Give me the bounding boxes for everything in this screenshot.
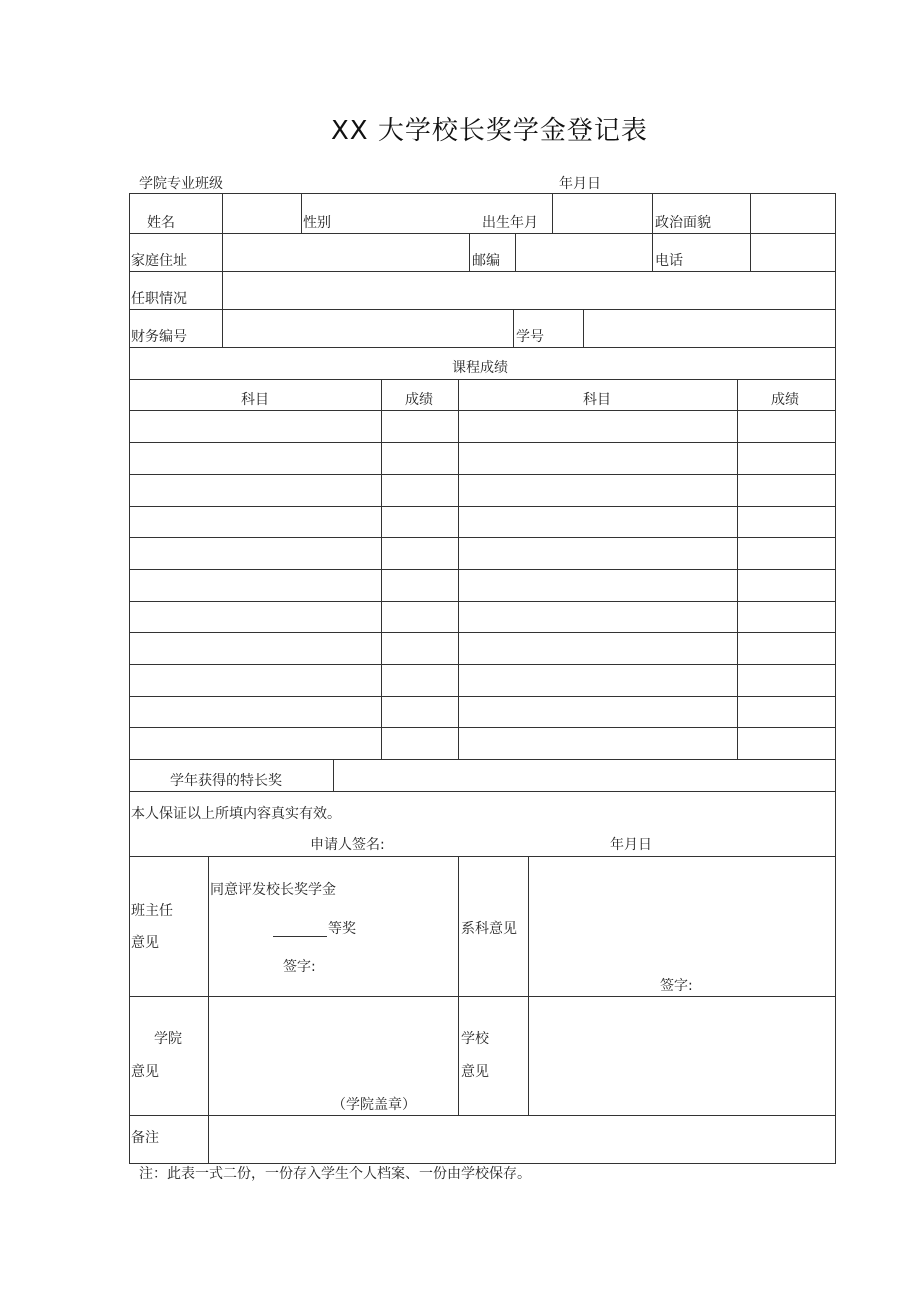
score-cell[interactable]	[382, 697, 457, 726]
score-cell[interactable]	[382, 475, 457, 505]
score-cell[interactable]	[738, 411, 834, 441]
subject-cell[interactable]	[130, 665, 380, 695]
score-cell[interactable]	[738, 697, 834, 726]
subject-cell[interactable]	[459, 602, 736, 631]
advisor-label: 班主任	[131, 903, 173, 919]
subject-cell[interactable]	[130, 411, 380, 441]
subject-cell[interactable]	[459, 411, 736, 441]
position-label: 任职情况	[131, 291, 187, 307]
subject-cell[interactable]	[459, 443, 736, 473]
score-cell[interactable]	[738, 538, 834, 568]
finance-no-label: 财务编号	[131, 329, 187, 345]
score-cell[interactable]	[382, 602, 457, 631]
department-opinion-label: 系科意见	[461, 921, 517, 937]
student-no-field[interactable]	[584, 310, 834, 346]
college-stamp-label: （学院盖章）	[332, 1097, 416, 1113]
remarks-label: 备注	[131, 1130, 159, 1146]
score-cell[interactable]	[382, 570, 457, 600]
subject-cell[interactable]	[459, 728, 736, 758]
birth-label: 出生年月	[482, 215, 538, 231]
score-cell[interactable]	[382, 728, 457, 758]
subject-column-header: 科目	[241, 392, 269, 408]
score-column-header: 成绩	[771, 392, 799, 408]
address-label: 家庭住址	[131, 253, 187, 269]
score-cell[interactable]	[382, 665, 457, 695]
declaration-date-label: 年月日	[610, 837, 652, 853]
advisor-agree-text: 同意评发校长奖学金	[210, 882, 336, 898]
political-label: 政治面貌	[655, 215, 711, 231]
phone-label: 电话	[655, 253, 683, 269]
position-field[interactable]	[223, 272, 834, 308]
subject-cell[interactable]	[459, 475, 736, 505]
award-level-suffix: 等奖	[328, 921, 356, 937]
subject-cell[interactable]	[459, 538, 736, 568]
score-cell[interactable]	[738, 443, 834, 473]
birth-field[interactable]	[553, 194, 651, 232]
school-opinion-label-line2: 意见	[461, 1064, 489, 1080]
award-field[interactable]	[334, 760, 834, 790]
school-opinion-label: 学校	[461, 1031, 489, 1047]
finance-no-field[interactable]	[223, 310, 512, 346]
name-field[interactable]	[223, 194, 300, 232]
page-title: XX 大学校长奖学金登记表	[331, 116, 648, 146]
score-cell[interactable]	[382, 633, 457, 663]
advisor-label-line2: 意见	[131, 935, 159, 951]
score-cell[interactable]	[738, 475, 834, 505]
score-cell[interactable]	[738, 602, 834, 631]
score-cell[interactable]	[382, 507, 457, 536]
score-cell[interactable]	[382, 411, 457, 441]
name-label: 姓名	[147, 215, 175, 231]
subject-cell[interactable]	[130, 507, 380, 536]
postcode-label: 邮编	[472, 253, 500, 269]
advisor-sign-label: 签字:	[283, 959, 316, 975]
subject-column-header: 科目	[583, 392, 611, 408]
phone-field[interactable]	[751, 234, 834, 270]
footnote-text: 注：此表一式二份，一份存入学生个人档案、一份由学校保存。	[139, 1166, 531, 1182]
address-field[interactable]	[223, 234, 468, 270]
score-cell[interactable]	[738, 665, 834, 695]
department-opinion-field[interactable]	[529, 857, 834, 995]
declaration-text: 本人保证以上所填内容真实有效。	[131, 806, 341, 822]
college-major-class-label: 学院专业班级	[139, 176, 223, 192]
subject-cell[interactable]	[130, 570, 380, 600]
subject-cell[interactable]	[459, 633, 736, 663]
subject-cell[interactable]	[130, 475, 380, 505]
score-cell[interactable]	[738, 728, 834, 758]
postcode-field[interactable]	[516, 234, 651, 270]
subject-cell[interactable]	[130, 602, 380, 631]
award-label: 学年获得的特长奖	[170, 773, 282, 789]
applicant-signature-label: 申请人签名:	[310, 837, 385, 853]
subject-cell[interactable]	[130, 633, 380, 663]
header-date-label: 年月日	[559, 176, 601, 192]
school-opinion-field[interactable]	[529, 997, 834, 1114]
score-cell[interactable]	[738, 507, 834, 536]
score-cell[interactable]	[738, 570, 834, 600]
college-opinion-label-line2: 意见	[131, 1064, 159, 1080]
gender-label: 性别	[303, 215, 331, 231]
subject-cell[interactable]	[130, 538, 380, 568]
subject-cell[interactable]	[130, 728, 380, 758]
department-sign-label: 签字:	[660, 978, 693, 994]
subject-cell[interactable]	[459, 665, 736, 695]
student-no-label: 学号	[516, 329, 544, 345]
subject-cell[interactable]	[459, 507, 736, 536]
score-cell[interactable]	[738, 633, 834, 663]
political-field[interactable]	[751, 194, 834, 232]
college-opinion-label: 学院	[154, 1031, 182, 1047]
award-level-blank[interactable]	[273, 936, 327, 937]
subject-cell[interactable]	[130, 443, 380, 473]
score-column-header: 成绩	[405, 392, 433, 408]
score-cell[interactable]	[382, 538, 457, 568]
subject-cell[interactable]	[459, 697, 736, 726]
score-cell[interactable]	[382, 443, 457, 473]
subject-cell[interactable]	[459, 570, 736, 600]
remarks-field[interactable]	[209, 1116, 834, 1162]
grades-section-title: 课程成绩	[452, 360, 508, 376]
subject-cell[interactable]	[130, 697, 380, 726]
